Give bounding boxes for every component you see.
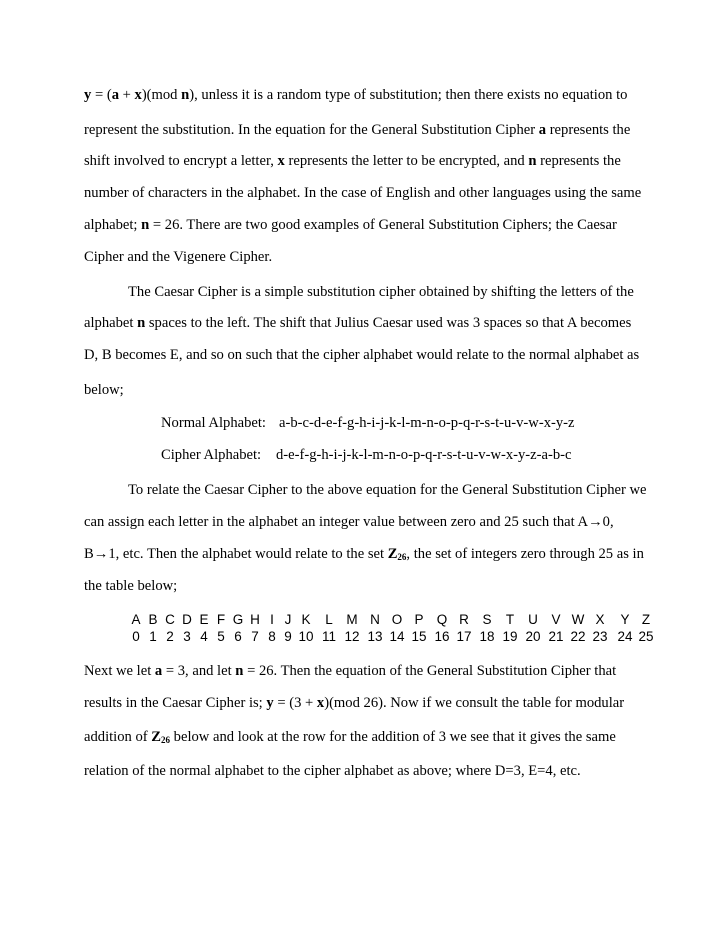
- table-letter-cell: D: [182, 612, 192, 627]
- table-number-cell: 2: [166, 629, 174, 644]
- table-letter-cell: L: [325, 612, 333, 627]
- paragraph-1-line-4: number of characters in the alphabet. In the case of English and other languages using the same: [84, 185, 642, 201]
- paragraph-2-line-1: The Caesar Cipher is a simple substitution cipher obtained by shifting the letters of the: [128, 284, 634, 300]
- paragraph-3-line-4: the table below;: [84, 578, 178, 594]
- table-number-cell: 12: [344, 629, 360, 644]
- paragraph-4-line-2: results in the Caesar Cipher is; y = (3 + x)(mod 26). Now if we consult the table for modular: [84, 695, 625, 711]
- numbers-row: [128, 629, 654, 645]
- table-letter-cell: Z: [641, 612, 651, 627]
- table-letter-cell: C: [165, 612, 175, 627]
- table-letter-cell: M: [346, 612, 358, 627]
- paragraph-4-line-3: addition of $Z_{26}$ below and look at the row for the addition of 3 we see that it gives the same: [84, 729, 616, 745]
- table-letter-cell: Y: [620, 612, 630, 627]
- normal-alphabet-sequence: a-b-c-d-e-f-g-h-i-j-k-l-m-n-o-p-q-r-s-t-u-v-w-x-y-z: [279, 415, 575, 431]
- table-number-cell: 1: [149, 629, 157, 644]
- normal-alphabet-label: Normal Alphabet:: [161, 415, 266, 431]
- table-number-cell: 4: [200, 629, 208, 644]
- table-letter-cell: I: [270, 612, 274, 627]
- table-letter-cell: P: [414, 612, 424, 627]
- table-number-cell: 9: [284, 629, 292, 644]
- paragraph-1-line-2: represent the substitution. In the equation for the General Substitution Cipher a represents the: [84, 122, 631, 138]
- paragraph-2-line-4: below;: [84, 382, 124, 398]
- table-number-cell: 6: [234, 629, 242, 644]
- paragraph-1-line-5: alphabet; n = 26. There are two good examples of General Substitution Ciphers; the Caesar: [84, 217, 617, 233]
- table-letter-cell: S: [482, 612, 492, 627]
- table-letter-cell: B: [148, 612, 158, 627]
- table-letter-cell: W: [571, 612, 585, 627]
- paragraph-4-line-4: relation of the normal alphabet to the cipher alphabet as above; where D=3, E=4, etc.: [84, 763, 581, 779]
- table-number-cell: 21: [548, 629, 564, 644]
- table-letter-cell: H: [250, 612, 260, 627]
- table-letter-cell: X: [595, 612, 605, 627]
- paragraph-2-line-3: D, B becomes E, and so on such that the cipher alphabet would relate to the normal alphabet as: [84, 347, 640, 363]
- paragraph-3-line-3: B→1, etc. Then the alphabet would relate to the set $Z_{26}$, the set of integers zero through 25 as in: [84, 546, 644, 562]
- table-number-cell: 0: [132, 629, 140, 644]
- table-number-cell: 20: [525, 629, 541, 644]
- table-letter-cell: R: [459, 612, 469, 627]
- table-letter-cell: Q: [436, 612, 448, 627]
- paragraph-2-line-2: alphabet n spaces to the left. The shift that Julius Caesar used was 3 spaces so that A becomes: [84, 315, 632, 331]
- cipher-alphabet-sequence: d-e-f-g-h-i-j-k-l-m-n-o-p-q-r-s-t-u-v-w-x-y-z-a-b-c: [276, 447, 572, 463]
- table-number-cell: 5: [217, 629, 225, 644]
- table-letter-cell: O: [391, 612, 403, 627]
- table-letter-cell: G: [232, 612, 244, 627]
- table-number-cell: 8: [268, 629, 276, 644]
- table-number-cell: 25: [638, 629, 654, 644]
- table-number-cell: 24: [617, 629, 633, 644]
- table-number-cell: 18: [479, 629, 495, 644]
- table-number-cell: 16: [434, 629, 450, 644]
- paragraph-1-line-6: Cipher and the Vigenere Cipher.: [84, 249, 273, 265]
- table-letter-cell: T: [505, 612, 515, 627]
- table-number-cell: 17: [456, 629, 472, 644]
- table-number-cell: 19: [502, 629, 518, 644]
- cipher-alphabet-label: Cipher Alphabet:: [161, 447, 262, 463]
- table-letter-cell: J: [284, 612, 292, 627]
- paragraph-3-line-2: can assign each letter in the alphabet an integer value between zero and 25 such that A→0,: [84, 514, 614, 530]
- paragraph-1-line-3: shift involved to encrypt a letter, x represents the letter to be encrypted, and n represents the: [84, 153, 621, 169]
- table-letter-cell: K: [301, 612, 311, 627]
- paragraph-4-line-1: Next we let a = 3, and let n = 26. Then the equation of the General Substitution Cipher that: [84, 663, 617, 679]
- table-letter-cell: U: [528, 612, 538, 627]
- table-number-cell: 10: [298, 629, 314, 644]
- table-number-cell: 23: [592, 629, 608, 644]
- table-number-cell: 14: [389, 629, 405, 644]
- table-letter-cell: N: [370, 612, 380, 627]
- table-number-cell: 13: [367, 629, 383, 644]
- table-number-cell: 3: [183, 629, 191, 644]
- table-letter-cell: A: [131, 612, 141, 627]
- table-letter-cell: V: [551, 612, 561, 627]
- table-number-cell: 22: [570, 629, 586, 644]
- paragraph-1-line-1: y = (a + x)(mod n), unless it is a random type of substitution; then there exists no equation to: [84, 87, 628, 103]
- table-number-cell: 15: [411, 629, 427, 644]
- table-letter-cell: E: [199, 612, 209, 627]
- table-number-cell: 7: [251, 629, 259, 644]
- letters-row: [128, 612, 651, 628]
- table-number-cell: 11: [321, 629, 337, 644]
- paragraph-3-line-1: To relate the Caesar Cipher to the above equation for the General Substitution Cipher we: [128, 482, 647, 498]
- table-letter-cell: F: [216, 612, 226, 627]
